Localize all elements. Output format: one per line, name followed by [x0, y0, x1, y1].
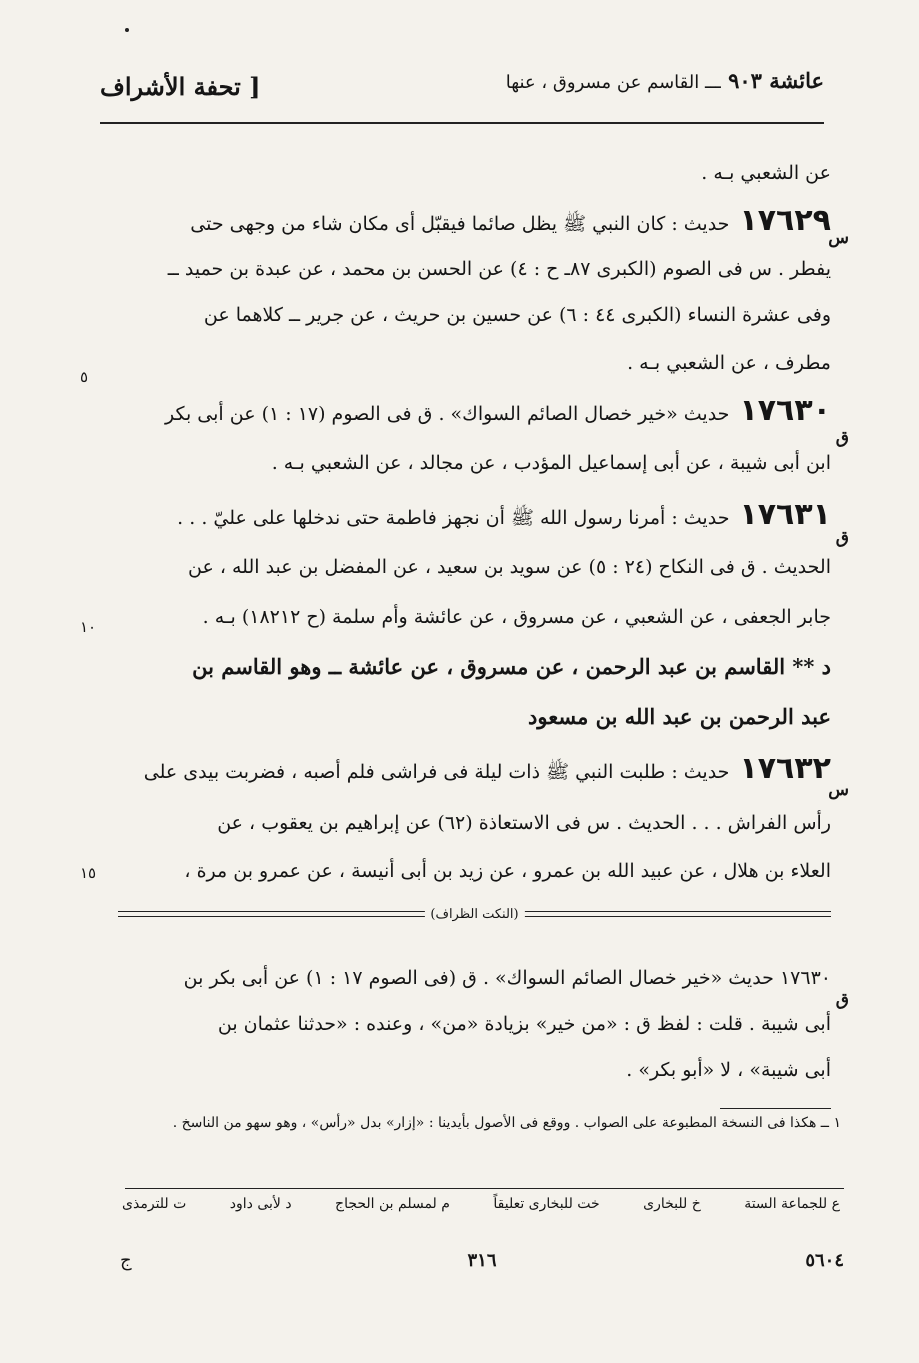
header-title: عائشة ٩٠٣ [728, 68, 824, 93]
header-subtitle: ـــ القاسم عن مسروق ، عنها [505, 72, 721, 93]
text-line: حديث «خير خصال الصائم السواك» . ق فى الصوم (١٧ : ١) عن أبى بكر [164, 403, 730, 425]
hadith-number: ١٧٦٣١ [739, 497, 831, 532]
hadith-entry-first-line [108, 198, 831, 244]
narrator-heading: د ** القاسم بن عبد الرحمن ، عن مسروق ، عن عائشة ــ وهو القاسم بن [192, 654, 831, 679]
abbreviations-key [118, 1196, 844, 1212]
text-line: ابن أبى شيبة ، عن أبى إسماعيل المؤدب ، عن مجالد ، عن الشعبي بـه . [271, 452, 831, 474]
page-number: ٣١٦ [467, 1250, 497, 1271]
abbreviation: ع للجماعة الستة [744, 1196, 840, 1212]
nukat-section [108, 955, 831, 1095]
header-rule [100, 122, 824, 124]
footnote-rule [720, 1108, 831, 1109]
section-divider [118, 907, 831, 925]
text-line: حديث : كان النبي ﷺ يظل صائما فيقبّل أى مكان شاء من وجهى حتى [190, 213, 730, 235]
siglum-marker: ق [835, 528, 849, 548]
abbreviation: ت للترمذى [122, 1196, 187, 1212]
abbreviations-rule [125, 1188, 844, 1189]
text-line: حديث : طلبت النبي ﷺ ذات ليلة فى فراشى فلم أصبه ، فضربت بيدى على [143, 761, 730, 783]
line-number: ٥ [80, 368, 89, 386]
page-footer [120, 1250, 844, 1280]
hadith-entry-first-line [108, 388, 831, 434]
hadith-number: ١٧٦٣٢ [739, 751, 831, 786]
line-number: ١٥ [80, 864, 97, 882]
text-line: أبى شيبة . قلت : لفظ ق : «من خير» بزيادة «من» ، وعنده : «حدثنا عثمان بن [217, 1013, 831, 1035]
siglum-marker: ق [835, 990, 849, 1010]
entry-range-number: ٥٦٠٤ [805, 1250, 844, 1271]
line-number: ١٠ [80, 618, 97, 636]
text-line: وفى عشرة النساء (الكبرى ٤٤ : ٦) عن حسين بن حريث ، عن جرير ــ كلاهما عن [203, 304, 831, 326]
text-line: جابر الجعفى ، عن الشعبي ، عن مسروق ، عن عائشة وأم سلمة (ح ١٨٢١٢) بـه . [202, 606, 831, 628]
text-line: عن الشعبي بـه . [701, 162, 831, 184]
text-line: العلاء بن هلال ، عن عبيد الله بن عمرو ، عن زيد بن أبى أنيسة ، عن عمرو بن مرة ، [184, 860, 831, 882]
abbreviation: د لأبى داود [229, 1196, 292, 1212]
siglum-marker: س [828, 228, 849, 248]
hadith-number: ١٧٦٣٠ [739, 393, 831, 428]
text-line: حديث : أمرنا رسول الله ﷺ أن نجهز فاطمة حتى ندخلها على عليّ . . . [177, 507, 730, 529]
text-line: أبى شيبة» ، لا «أبو بكر» . [626, 1059, 831, 1081]
footnote: ١ ــ هكذا فى النسخة المطبوعة على الصواب . ووقع فى الأصول بأيدينا : «إزار» بدل «رأس» ، وهو سهو من الناسخ . [172, 1115, 841, 1131]
narrator-heading: عبد الرحمن بن عبد الله بن مسعود [528, 704, 831, 729]
hadith-entry-first-line [108, 492, 831, 538]
abbreviation: خت للبخارى تعليقاً [493, 1196, 600, 1212]
stray-mark [125, 28, 129, 32]
text-line: رأس الفراش . . . الحديث . س فى الاستعاذة (٦٢) عن إبراهيم بن يعقوب ، عن [217, 812, 831, 834]
hadith-number: ١٧٦٢٩ [739, 203, 831, 238]
siglum-marker: س [828, 780, 849, 800]
abbreviation: م لمسلم بن الحجاج [335, 1196, 450, 1212]
signature-mark: ج [120, 1250, 132, 1271]
header-book-title: [ تحفة الأشراف [100, 72, 261, 101]
hadith-entry-first-line [108, 746, 831, 792]
running-header [100, 68, 824, 120]
text-line: الحديث . ق فى النكاح (٢٤ : ٥) عن سويد بن سعيد ، عن المفضل بن عبد الله ، عن [187, 556, 831, 578]
header-right [506, 68, 824, 93]
siglum-marker: ق [835, 428, 849, 448]
text-line: ١٧٦٣٠ حديث «خير خصال الصائم السواك» . ق (فى الصوم ١٧ : ١) عن أبى بكر بن [183, 967, 831, 989]
abbreviation: خ للبخارى [643, 1196, 701, 1212]
divider-label: (النكت الظراف) [424, 907, 524, 922]
text-line: مطرف ، عن الشعبي بـه . [627, 352, 831, 374]
main-text [108, 150, 831, 890]
text-line: يفطر . س فى الصوم (الكبرى ٨٧ـ ح : ٤) عن الحسن بن محمد ، عن عبدة بن حميد ــ [167, 258, 831, 280]
